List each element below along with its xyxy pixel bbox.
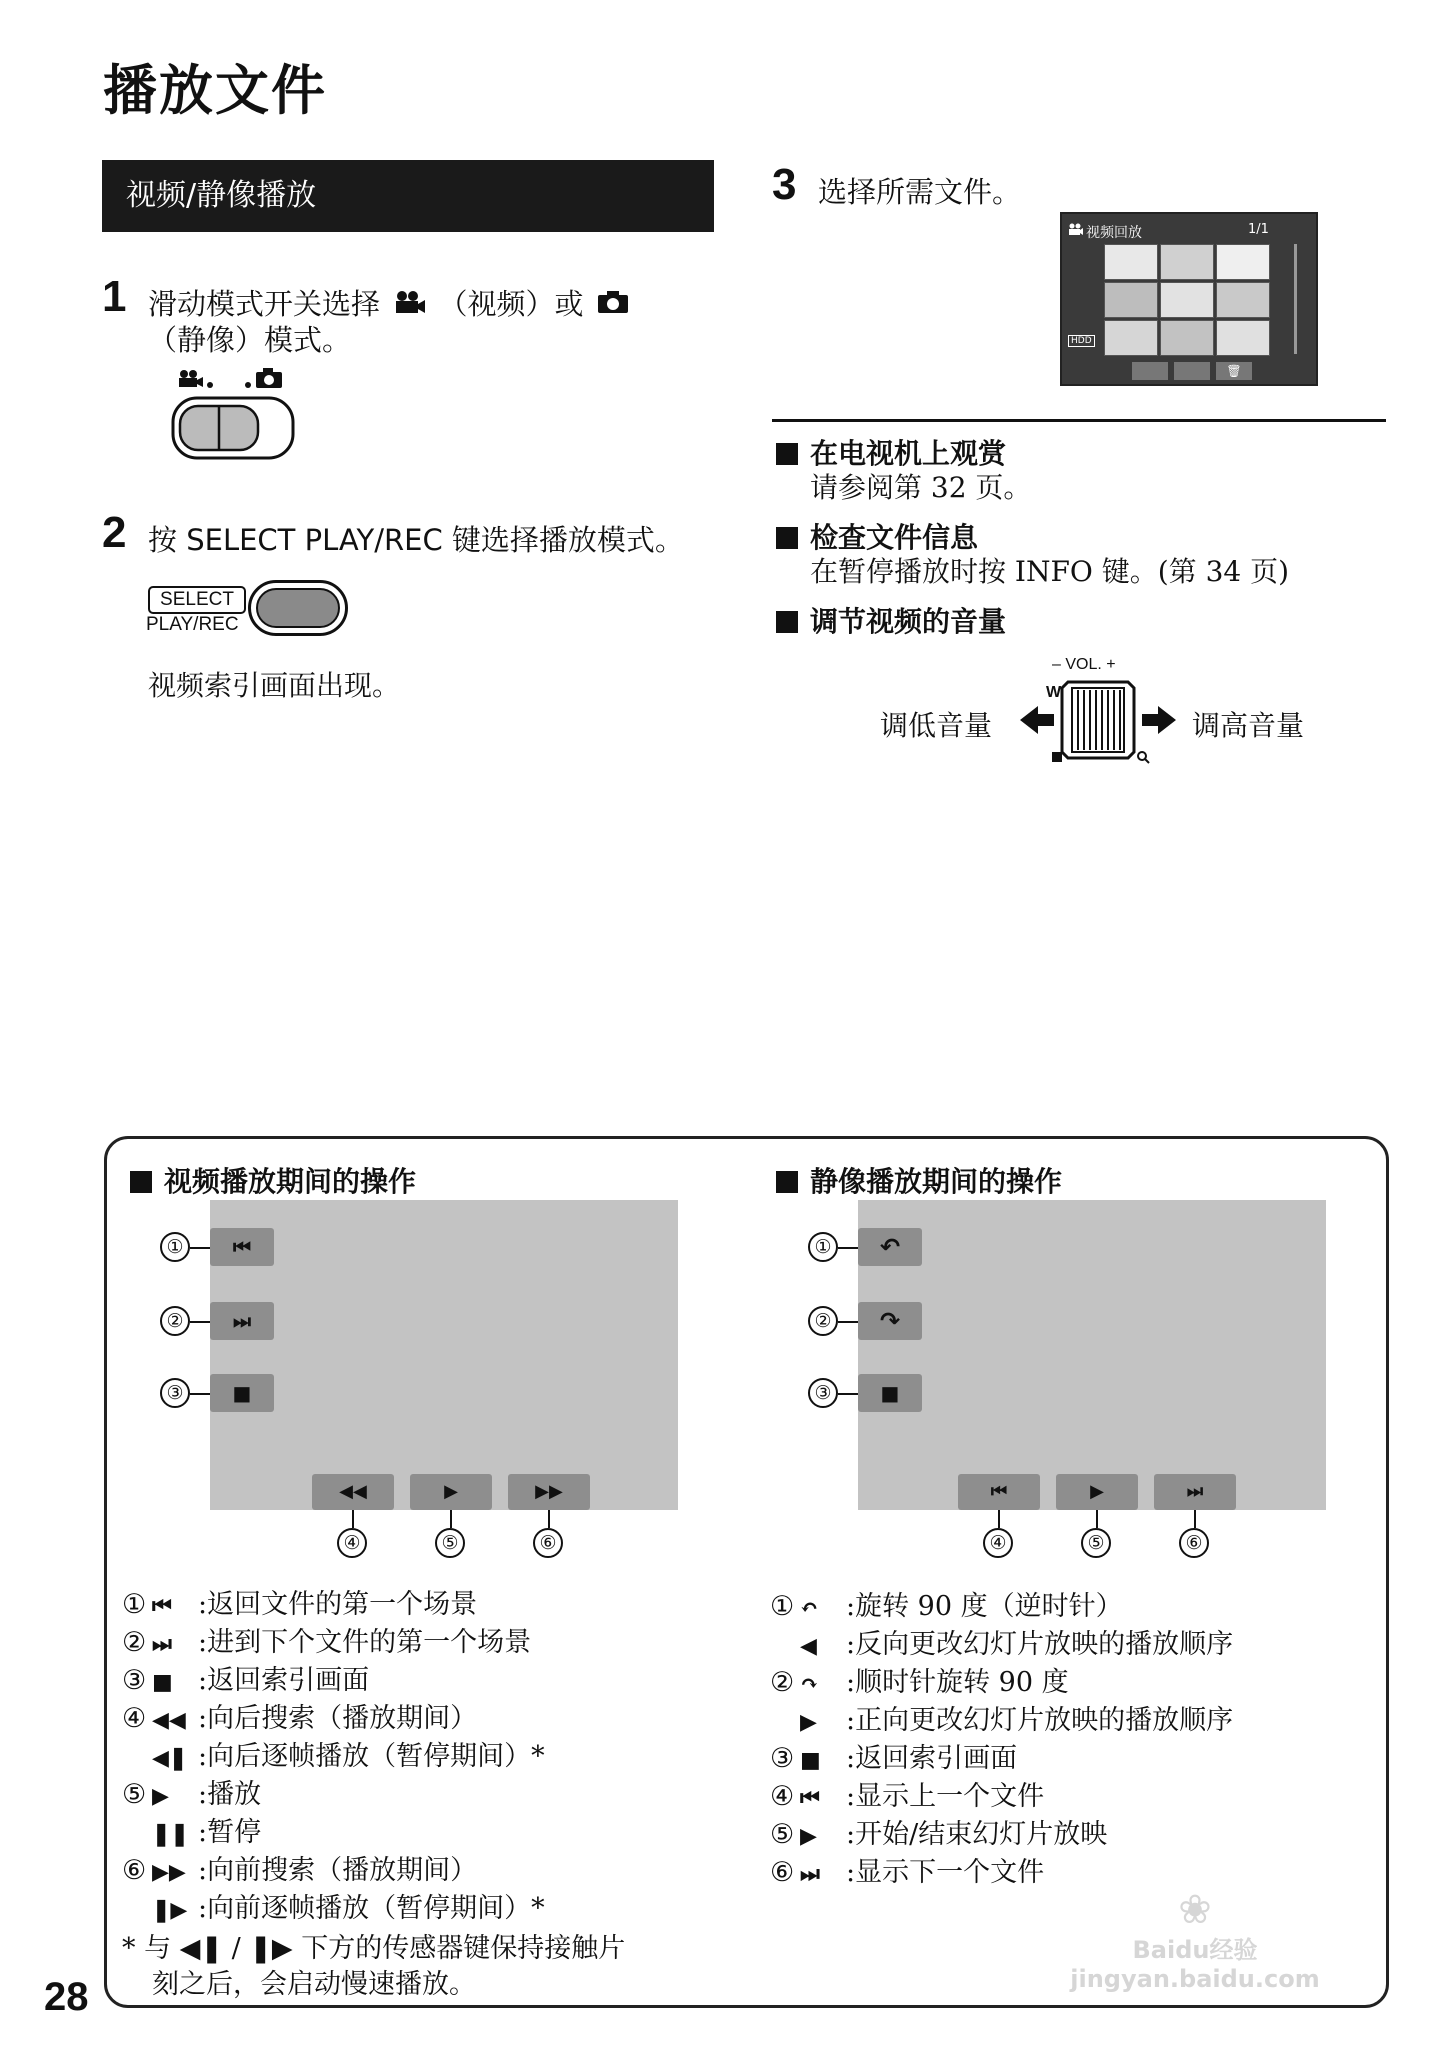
- index-thumbnail[interactable]: [1160, 320, 1214, 356]
- step-1-text-a: 滑动模式开关选择: [148, 287, 381, 321]
- callout-1: ①: [160, 1232, 190, 1262]
- still-desc-2b-text: :正向更改幻灯片放映的播放顺序: [846, 1705, 1234, 1736]
- play-icon: ▶: [1090, 1481, 1104, 1502]
- zoom-w-label: W: [1046, 684, 1062, 701]
- video-desc-6b-text: :向前逐帧播放（暂停期间）*: [198, 1893, 545, 1924]
- rewind-icon: ◀◀: [152, 1707, 186, 1733]
- select-key-label: SELECT: [148, 586, 246, 614]
- switch-camera-icon: [245, 368, 282, 388]
- still-desc-4-num: ④: [770, 1781, 795, 1812]
- index-thumbnail[interactable]: [1104, 244, 1158, 280]
- note-info-body: 在暂停播放时按 INFO 键。(第 34 页): [810, 555, 1290, 588]
- video-desc-5: [122, 1772, 261, 1811]
- callout-line: [190, 1247, 210, 1249]
- still-callout-4: ④: [983, 1528, 1013, 1558]
- arrow-left-icon: [1020, 706, 1054, 734]
- previous-file-button[interactable]: [958, 1474, 1040, 1510]
- watermark-text: Baidu经验 jingyan.baidu.com: [1070, 1936, 1320, 1993]
- video-ops-title: [130, 1160, 416, 1200]
- still-callout-2: ②: [808, 1306, 838, 1336]
- bullet-square-icon: [776, 527, 798, 549]
- rewind-icon: ◀◀: [339, 1481, 367, 1502]
- first-scene-button[interactable]: [210, 1228, 274, 1266]
- still-desc-1-num: ①: [770, 1591, 795, 1622]
- skip-back-icon: ⏮: [152, 1593, 172, 1619]
- stop-icon: ■: [800, 1747, 821, 1773]
- still-stop-button[interactable]: [858, 1374, 922, 1412]
- index-page-count: 1/1: [1248, 222, 1269, 237]
- callout-line: [450, 1510, 452, 1528]
- page-title: 播放文件: [103, 59, 327, 122]
- rotate-left-icon: ↶: [879, 1233, 901, 1261]
- skip-forward-icon: ⏭: [152, 1631, 172, 1657]
- callout-line: [548, 1510, 550, 1528]
- bullet-square-icon: [130, 1171, 152, 1193]
- play-icon: ▶: [444, 1481, 458, 1502]
- video-desc-1-text: :返回文件的第一个场景: [198, 1589, 478, 1620]
- step-2-result: 视频索引画面出现。: [148, 669, 401, 702]
- page-number: 28: [44, 1975, 89, 2019]
- stop-icon: ■: [880, 1381, 900, 1405]
- still-callout-5: ⑤: [1081, 1528, 1111, 1558]
- pause-icon: ❚❚: [152, 1821, 189, 1847]
- callout-line: [190, 1321, 210, 1323]
- video-desc-2-num: ②: [122, 1627, 147, 1658]
- index-playlist-button[interactable]: [1132, 362, 1168, 380]
- index-scrollbar[interactable]: [1294, 244, 1297, 354]
- step-2-text: 按 SELECT PLAY/REC 键选择播放模式。: [148, 523, 684, 557]
- still-desc-1: [770, 1584, 1123, 1623]
- fast-forward-icon: ▶▶: [152, 1859, 186, 1885]
- video-desc-1: [122, 1582, 477, 1621]
- step-1-text-b: （视频）或: [438, 287, 584, 321]
- hdd-icon: HDD: [1068, 335, 1095, 347]
- volume-lever-illustration[interactable]: [1018, 680, 1178, 774]
- step-1-number: 1: [102, 272, 127, 321]
- volume-label: – VOL. +: [1052, 656, 1116, 673]
- rewind-button[interactable]: [312, 1474, 394, 1510]
- still-desc-2-num: ②: [770, 1667, 795, 1698]
- footnote-line-2: 刻之后，会启动慢速播放。: [152, 1969, 476, 2000]
- index-thumbnail[interactable]: [1216, 244, 1270, 280]
- callout-line: [352, 1510, 354, 1528]
- play-rec-key-label: PLAY/REC: [146, 614, 239, 635]
- still-desc-2: [770, 1660, 1069, 1699]
- mode-switch-illustration: [170, 366, 300, 466]
- step-3-number: 3: [772, 160, 797, 209]
- video-desc-6-text: :向前搜索（播放期间）: [198, 1855, 478, 1886]
- index-thumbnail[interactable]: [1160, 244, 1214, 280]
- index-delete-button[interactable]: [1216, 362, 1252, 380]
- skip-forward-icon: ⏭: [1186, 1481, 1204, 1502]
- note-volume-title: [776, 600, 1006, 640]
- triangle-right-icon: ▶: [800, 1709, 817, 1735]
- still-callout-3: ③: [808, 1378, 838, 1408]
- still-desc-3-text: :返回索引画面: [846, 1743, 1018, 1774]
- step-1-text: [148, 282, 633, 323]
- callout-line: [838, 1321, 858, 1323]
- next-still-file-button[interactable]: [1154, 1474, 1236, 1510]
- stop-icon: ■: [152, 1669, 173, 1695]
- still-desc-6-text: :显示下一个文件: [846, 1857, 1045, 1888]
- rotate-left-icon: ↶: [800, 1595, 819, 1621]
- still-playback-screen: [858, 1200, 1326, 1510]
- callout-line: [1194, 1510, 1196, 1528]
- triangle-left-icon: ◀: [800, 1633, 817, 1659]
- fast-forward-icon: ▶▶: [535, 1481, 563, 1502]
- note-volume-title-text: 调节视频的音量: [810, 605, 1007, 638]
- video-desc-3-text: :返回索引画面: [198, 1665, 370, 1696]
- video-desc-4b: [122, 1734, 545, 1773]
- index-video-icon: [1068, 223, 1084, 236]
- note-tv-body: 请参阅第 32 页。: [810, 471, 1032, 504]
- still-desc-5-num: ⑤: [770, 1819, 795, 1850]
- wide-icon: [1052, 752, 1062, 762]
- rotate-right-button[interactable]: [858, 1302, 922, 1340]
- rotate-right-icon: ↷: [800, 1671, 819, 1697]
- video-desc-4: [122, 1696, 477, 1735]
- callout-line: [998, 1510, 1000, 1528]
- frame-back-icon: ◀❚: [152, 1745, 188, 1771]
- footnote-line-1: * 与 ◀❚ / ❚▶ 下方的传感器键保持接触片: [122, 1933, 626, 1964]
- video-desc-5-num: ⑤: [122, 1779, 147, 1810]
- divider: [772, 419, 1386, 422]
- stop-icon: ■: [232, 1381, 252, 1405]
- callout-4: ④: [337, 1528, 367, 1558]
- step-3-text: 选择所需文件。: [818, 175, 1022, 209]
- note-tv-title-text: 在电视机上观赏: [810, 437, 1007, 470]
- skip-back-icon: ⏮: [800, 1785, 820, 1811]
- slideshow-button[interactable]: [1056, 1474, 1138, 1510]
- still-desc-6-num: ⑥: [770, 1857, 795, 1888]
- video-playback-screen: [210, 1200, 678, 1510]
- step-2-number: 2: [102, 508, 127, 557]
- callout-5: ⑤: [435, 1528, 465, 1558]
- still-desc-4: [770, 1774, 1044, 1813]
- frame-forward-icon: ❚▶: [152, 1897, 188, 1923]
- video-desc-5b-text: :暂停: [198, 1817, 262, 1848]
- index-screen-title: 视频回放: [1086, 225, 1142, 241]
- video-ops-title-text: 视频播放期间的操作: [164, 1165, 417, 1198]
- still-callout-1: ①: [808, 1232, 838, 1262]
- skip-back-icon: ⏮: [990, 1481, 1008, 1502]
- paw-icon: ❀: [1178, 1887, 1212, 1933]
- index-thumbnail[interactable]: [1216, 320, 1270, 356]
- section-bar: 视频/静像播放: [102, 160, 714, 232]
- stop-button[interactable]: [210, 1374, 274, 1412]
- callout-line: [838, 1247, 858, 1249]
- index-thumbnail[interactable]: [1216, 282, 1270, 318]
- play-icon: ▶: [800, 1823, 817, 1849]
- skip-back-icon: ⏮: [233, 1235, 251, 1259]
- volume-down-label: 调低音量: [880, 709, 993, 742]
- still-desc-2b: [770, 1698, 1233, 1737]
- video-camera-icon: [389, 287, 429, 321]
- still-desc-4-text: :显示上一个文件: [846, 1781, 1045, 1812]
- still-desc-2-text: :顺时针旋转 90 度: [846, 1667, 1069, 1698]
- baidu-watermark: [1030, 1887, 1360, 2010]
- still-desc-3: [770, 1736, 1017, 1775]
- still-desc-5-text: :开始/结束幻灯片放映: [846, 1819, 1108, 1850]
- bullet-square-icon: [776, 611, 798, 633]
- rotate-left-button[interactable]: [858, 1228, 922, 1266]
- still-desc-6: [770, 1850, 1044, 1889]
- rotate-right-icon: ↷: [879, 1307, 901, 1335]
- callout-line: [190, 1393, 210, 1395]
- camera-icon: [593, 287, 633, 321]
- video-desc-6: [122, 1848, 477, 1887]
- index-thumbnail[interactable]: [1160, 282, 1214, 318]
- bullet-square-icon: [776, 443, 798, 465]
- switch-video-icon: [179, 370, 213, 388]
- magnifier-icon: [1138, 752, 1146, 760]
- still-desc-3-num: ③: [770, 1743, 795, 1774]
- volume-up-label: 调高音量: [1192, 709, 1305, 742]
- still-desc-1b-text: :反向更改幻灯片放映的播放顺序: [846, 1629, 1234, 1660]
- callout-6: ⑥: [533, 1528, 563, 1558]
- video-desc-3-num: ③: [122, 1665, 147, 1696]
- video-desc-1-num: ①: [122, 1589, 147, 1620]
- video-index-screen: [1060, 212, 1318, 386]
- arrow-right-icon: [1142, 706, 1176, 734]
- select-play-rec-button-face: [256, 588, 340, 628]
- callout-line: [838, 1393, 858, 1395]
- callout-line: [1096, 1510, 1098, 1528]
- video-desc-6b: [122, 1886, 545, 1925]
- still-ops-title: [776, 1160, 1062, 1200]
- video-desc-4b-text: :向后逐帧播放（暂停期间）*: [198, 1741, 545, 1772]
- still-desc-5: [770, 1812, 1107, 1851]
- trash-icon: 🗑: [1226, 364, 1242, 378]
- play-icon: ▶: [152, 1783, 169, 1809]
- index-thumbnail[interactable]: [1104, 320, 1158, 356]
- step-1-text-c: （静像）模式。: [148, 323, 352, 357]
- callout-3: ③: [160, 1378, 190, 1408]
- video-desc-5-text: :播放: [198, 1779, 262, 1810]
- index-thumbnail[interactable]: [1104, 282, 1158, 318]
- video-desc-2-text: :进到下个文件的第一个场景: [198, 1627, 532, 1658]
- video-desc-4-text: :向后搜索（播放期间）: [198, 1703, 478, 1734]
- video-desc-3: [122, 1658, 369, 1697]
- skip-forward-icon: ⏭: [233, 1309, 251, 1333]
- bullet-square-icon: [776, 1171, 798, 1193]
- video-desc-2: [122, 1620, 531, 1659]
- callout-2: ②: [160, 1306, 190, 1336]
- still-desc-1-text: :旋转 90 度（逆时针）: [846, 1591, 1123, 1622]
- still-desc-1b: [770, 1622, 1233, 1661]
- play-button[interactable]: [410, 1474, 492, 1510]
- select-play-rec-button[interactable]: [248, 580, 348, 636]
- still-ops-title-text: 静像播放期间的操作: [810, 1165, 1063, 1198]
- next-file-button[interactable]: [210, 1302, 274, 1340]
- video-desc-4-num: ④: [122, 1703, 147, 1734]
- skip-forward-icon: ⏭: [800, 1861, 820, 1887]
- index-search-button[interactable]: [1174, 362, 1210, 380]
- still-callout-6: ⑥: [1179, 1528, 1209, 1558]
- video-desc-6-num: ⑥: [122, 1855, 147, 1886]
- note-info-title-text: 检查文件信息: [810, 521, 979, 554]
- video-desc-5b: [122, 1810, 261, 1849]
- fast-forward-button[interactable]: [508, 1474, 590, 1510]
